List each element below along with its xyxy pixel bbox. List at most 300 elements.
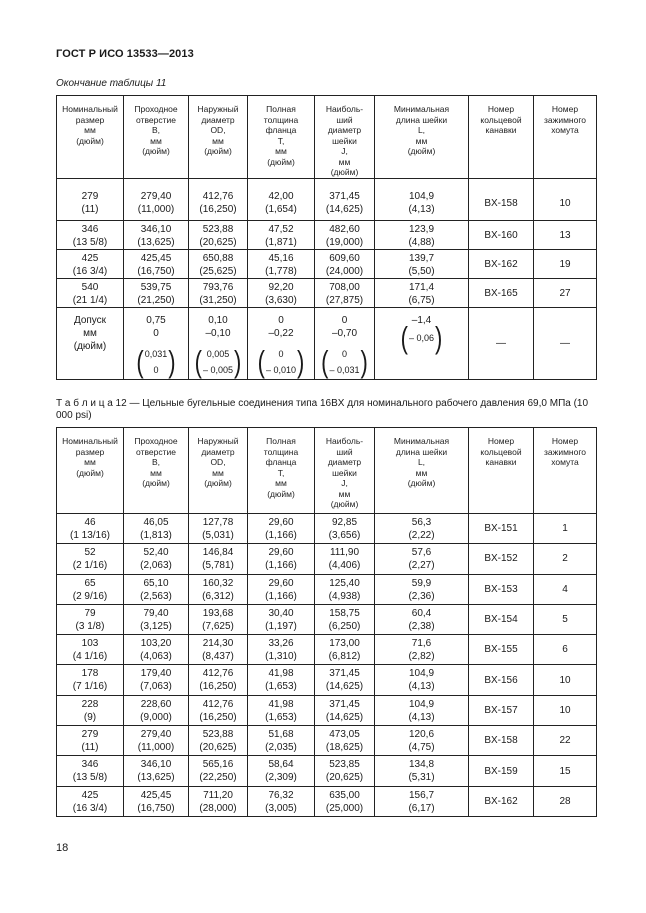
t11-cell — [189, 279, 248, 308]
table12-caption: Т а б л и ц а 12 — Цельные бугельные соединения типа 16BX для номинального рабочего давления 69,0 МПа (10 000 psi) — [56, 398, 589, 421]
t11-cell — [124, 250, 189, 279]
t12-cell — [248, 786, 315, 816]
t12-value-line: (4,75) — [408, 742, 435, 754]
t12-cell — [248, 604, 315, 634]
t12-cell — [315, 786, 375, 816]
tolerance-inch-values — [144, 346, 169, 378]
t12-value-line: (28,000) — [199, 802, 237, 814]
t12-header-line: зажимного — [544, 446, 586, 457]
table-row — [57, 665, 597, 695]
table12-header-row — [57, 428, 597, 514]
t12-groove-cell: BX-156 — [469, 665, 534, 695]
table-row — [57, 635, 597, 665]
t11-cell — [375, 250, 469, 279]
t12-header-line: ший — [336, 446, 353, 457]
t12-value-line: (4,406) — [328, 560, 361, 572]
t11-value-line: 425,45 — [140, 253, 172, 264]
t12-clamp-cell: 10 — [534, 665, 597, 695]
t12-header-line: диаметр — [201, 446, 235, 457]
t11-value-line: 123,9 — [408, 224, 435, 235]
t12-cell — [124, 544, 189, 574]
t12-header-line: размер — [75, 446, 105, 457]
t12-value-line: 146,84 — [202, 547, 234, 559]
t11-header-line: L, — [417, 125, 426, 135]
table-row — [57, 514, 597, 544]
t11-header-line: диаметр — [327, 125, 362, 135]
t12-value-line: 371,45 — [329, 698, 360, 710]
tolerance-inch-values — [202, 346, 234, 378]
t11-header-line: канавки — [485, 125, 517, 135]
t12-header-line: канавки — [485, 457, 517, 467]
t12-cell — [57, 514, 124, 544]
t12-value-line: 523,85 — [329, 759, 360, 771]
t12-cell — [375, 695, 469, 725]
t12-cell — [375, 726, 469, 756]
t12-value-line: (1,166) — [265, 530, 297, 541]
t11-header-line: размер — [75, 114, 105, 125]
tolerance-mm-lower: 0 — [153, 328, 159, 339]
t12-value-line: 76,32 — [268, 789, 294, 801]
t12-value-line: (11,000) — [137, 742, 175, 754]
tolerance-mm-lower: –0,22 — [268, 328, 294, 339]
t11-groove-cell: BX-162 — [469, 250, 534, 279]
t12-cell — [375, 756, 469, 786]
table-row — [57, 544, 597, 574]
t11-cell — [57, 179, 124, 221]
t11-header-line: Номер — [487, 104, 515, 114]
t12-value-line: 52,40 — [143, 547, 169, 559]
t12-value-line: 160,32 — [202, 577, 234, 589]
t11-header-line: Проходное — [134, 104, 178, 114]
t12-value-line: (1,653) — [265, 681, 297, 693]
t11-header-line: Наружный — [197, 104, 239, 114]
t12-groove-cell: BX-162 — [469, 786, 534, 816]
t11-clamp-cell: 10 — [534, 179, 597, 221]
tolerance-mm-upper: 0,10 — [208, 315, 228, 326]
left-paren: ( — [321, 343, 329, 379]
t11-value-line: (21 1/4) — [72, 295, 108, 306]
t12-value-line: 41,98 — [268, 668, 294, 680]
t11-header-line: мм — [150, 135, 162, 146]
t12-cell — [248, 756, 315, 786]
t12-value-line: (18,625) — [325, 742, 364, 754]
t12-value-line: (6,312) — [202, 590, 234, 602]
t12-header-cell — [189, 428, 248, 514]
t12-value-line: (7,625) — [202, 620, 234, 632]
t11-header-line: хомута — [551, 125, 579, 135]
t11-value-line: (16,250) — [199, 204, 237, 215]
t12-header-line: мм — [338, 488, 351, 499]
t12-value-line: 33,26 — [268, 638, 294, 650]
t11-header-line: (дюйм) — [407, 146, 436, 156]
t12-value-line: (3,005) — [265, 802, 297, 814]
t11-cell — [375, 279, 469, 308]
t11-header-cell — [375, 96, 469, 179]
t12-cell — [315, 756, 375, 786]
t12-header-cell — [534, 428, 597, 514]
t12-value-line: 127,78 — [202, 517, 234, 528]
t12-cell — [124, 756, 189, 786]
t11-header-cell — [57, 96, 124, 179]
t11-header-line: (дюйм) — [330, 167, 359, 177]
t12-header-line: шейки — [332, 467, 357, 478]
table-row — [57, 574, 597, 604]
right-paren: ) — [168, 343, 176, 379]
t12-value-line: (4,13) — [408, 681, 435, 693]
table-row — [57, 279, 597, 308]
t12-value-line: (14,625) — [325, 711, 364, 723]
t12-cell — [189, 514, 248, 544]
t11-header-line: Полная — [266, 104, 296, 114]
t12-cell — [189, 726, 248, 756]
t12-value-line: (14,625) — [325, 681, 364, 693]
t12-header-line: (дюйм) — [330, 499, 359, 509]
t12-value-line: (2,82) — [408, 651, 435, 663]
t11-value-line: (11,000) — [137, 204, 175, 215]
t12-value-line: 346,10 — [140, 759, 172, 771]
t11-value-line: 279,40 — [140, 191, 172, 202]
t11-value-line: 650,88 — [202, 253, 234, 264]
t12-value-line: (2,36) — [408, 590, 435, 602]
t12-header-line: T, — [277, 467, 285, 478]
t11-cell — [124, 221, 189, 250]
table-row — [57, 221, 597, 250]
t12-header-line: мм — [84, 457, 96, 467]
t11-value-line: (14,625) — [325, 204, 364, 215]
t12-header-line: L, — [417, 457, 426, 467]
t12-cell — [375, 604, 469, 634]
table-row — [57, 604, 597, 634]
t12-groove-cell: BX-151 — [469, 514, 534, 544]
t12-value-line: 46,05 — [143, 517, 169, 528]
t12-value-line: (25,000) — [325, 802, 364, 814]
t12-cell — [315, 544, 375, 574]
tolerance-mm-upper: 0 — [341, 315, 348, 326]
t11-header-line: OD, — [210, 125, 226, 135]
t11-value-line: 279 — [81, 191, 99, 202]
t12-header-line: фланца — [265, 457, 297, 467]
t12-value-line: 425,45 — [140, 789, 172, 801]
t11-value-line: (1,871) — [265, 237, 297, 248]
t12-cell — [124, 604, 189, 634]
t12-value-line: (2,309) — [265, 772, 297, 784]
t11-value-line: 45,16 — [268, 253, 294, 264]
t12-cell — [57, 635, 124, 665]
right-paren: ) — [234, 343, 242, 379]
tolerance-od-cell — [189, 308, 248, 380]
t12-value-line: (1,310) — [265, 651, 297, 663]
t11-clamp-cell: 19 — [534, 250, 597, 279]
t12-clamp-cell: 1 — [534, 514, 597, 544]
t11-cell — [57, 279, 124, 308]
left-paren: ( — [194, 343, 202, 379]
t12-value-line: 52 — [84, 547, 96, 559]
t12-value-line: (5,781) — [202, 560, 234, 572]
t12-value-line: 158,75 — [329, 607, 360, 619]
t12-clamp-cell: 4 — [534, 574, 597, 604]
t12-cell — [57, 665, 124, 695]
table-row — [57, 786, 597, 816]
t12-header-line: Полная — [266, 436, 296, 446]
t12-header-cell — [375, 428, 469, 514]
t11-header-line: T, — [277, 135, 285, 146]
t11-header-line: мм — [212, 135, 224, 146]
left-paren: ( — [136, 343, 144, 379]
tolerance-bracket — [194, 343, 242, 379]
t11-value-line: 346,10 — [140, 224, 172, 235]
t11-cell — [57, 250, 124, 279]
t12-header-line: Минимальная — [393, 436, 450, 446]
t12-value-line: 104,9 — [408, 698, 435, 710]
t12-value-line: 473,05 — [329, 729, 360, 741]
t12-header-line: мм — [212, 467, 224, 478]
t12-cell — [315, 665, 375, 695]
t12-value-line: 29,60 — [268, 517, 294, 528]
t11-header-line: диаметр — [201, 114, 235, 125]
tolerance-mm-lower: –0,70 — [331, 328, 358, 339]
t11-header-line: (дюйм) — [204, 146, 232, 156]
t12-value-line: 178 — [81, 668, 99, 680]
t12-header-line: OD, — [210, 457, 226, 467]
t12-value-line: (9,000) — [140, 711, 172, 723]
t12-cell — [315, 574, 375, 604]
tolerance-bracket — [136, 343, 176, 379]
t12-value-line: 523,88 — [202, 729, 234, 741]
t12-cell — [315, 514, 375, 544]
t12-value-line: (1 13/16) — [69, 530, 111, 541]
t11-header-line: Номер — [551, 104, 579, 114]
t11-cell — [124, 179, 189, 221]
t12-value-line: (4,063) — [140, 651, 172, 663]
t12-value-line: 79 — [84, 607, 96, 619]
t11-value-line: 540 — [81, 282, 99, 293]
t12-value-line: 228 — [81, 698, 99, 710]
t12-value-line: (9) — [83, 711, 97, 723]
tolerance-inch-value: – 0,005 — [202, 365, 234, 375]
t12-header-cell — [469, 428, 534, 514]
t12-groove-cell: BX-154 — [469, 604, 534, 634]
t12-value-line: 711,20 — [203, 789, 233, 801]
t12-cell — [375, 786, 469, 816]
t12-value-line: 214,30 — [202, 638, 234, 650]
t12-cell — [124, 635, 189, 665]
t11-value-line: 425 — [81, 253, 99, 264]
t11-value-line: 482,60 — [329, 224, 360, 235]
t12-value-line: 412,76 — [202, 668, 234, 680]
t12-value-line: 156,7 — [408, 789, 435, 801]
t12-value-line: 71,6 — [411, 638, 432, 650]
left-paren: ( — [400, 319, 408, 355]
t12-value-line: (4,13) — [408, 711, 435, 723]
t12-groove-cell: BX-158 — [469, 726, 534, 756]
t12-cell — [124, 695, 189, 725]
t12-clamp-cell: 2 — [534, 544, 597, 574]
t11-groove-cell: BX-165 — [469, 279, 534, 308]
t11-header-line: мм — [338, 156, 351, 167]
t12-value-line: 46 — [84, 517, 96, 528]
t12-cell — [248, 635, 315, 665]
tolerance-inch-values — [265, 346, 297, 378]
t11-value-line: (13 5/8) — [72, 237, 108, 248]
t12-value-line: (11) — [81, 742, 99, 754]
table11-caption: Окончание таблицы 11 — [56, 78, 167, 89]
t12-clamp-cell: 28 — [534, 786, 597, 816]
t11-groove-cell: BX-160 — [469, 221, 534, 250]
t11-value-line: 346 — [81, 224, 99, 235]
t12-cell — [124, 574, 189, 604]
tolerance-clamp-cell: — — [534, 308, 597, 380]
tolerance-inch-value: – 0,010 — [265, 365, 297, 375]
t12-value-line: (16 3/4) — [72, 802, 108, 814]
t11-cell — [124, 279, 189, 308]
t11-header-line: отверстие — [136, 114, 176, 125]
t12-value-line: (8,437) — [202, 651, 234, 663]
t12-cell — [189, 786, 248, 816]
t11-value-line: (21,250) — [137, 295, 175, 306]
t12-value-line: 29,60 — [268, 547, 294, 559]
t12-value-line: (7,063) — [140, 681, 172, 693]
t12-value-line: 59,9 — [411, 577, 432, 589]
t12-value-line: 134,8 — [408, 759, 435, 771]
t11-cell — [375, 221, 469, 250]
t12-clamp-cell: 10 — [534, 695, 597, 725]
t12-cell — [189, 604, 248, 634]
t12-value-line: (4 1/16) — [72, 651, 108, 663]
tolerance-label-line: Допуск — [73, 315, 107, 326]
t12-cell — [189, 635, 248, 665]
t11-value-line: 539,75 — [140, 282, 172, 293]
table-row — [57, 179, 597, 221]
tolerance-neck_dia-cell — [315, 308, 375, 380]
t11-header-line: ший — [336, 114, 353, 125]
t11-cell — [248, 179, 315, 221]
tolerance-mm-upper: 0,75 — [146, 315, 166, 326]
t12-value-line: (6,250) — [328, 620, 361, 632]
t11-value-line: (16 3/4) — [72, 266, 108, 277]
t11-header-cell — [469, 96, 534, 179]
t12-header-cell — [248, 428, 315, 514]
t11-value-line: (19,000) — [325, 237, 364, 248]
t12-value-line: (20,625) — [199, 742, 237, 754]
t11-value-line: 42,00 — [268, 191, 294, 202]
t12-value-line: 60,4 — [411, 607, 432, 619]
t12-header-line: (дюйм) — [204, 478, 232, 488]
t12-value-line: (2,035) — [265, 742, 297, 754]
t12-groove-cell: BX-159 — [469, 756, 534, 786]
t11-value-line: 523,88 — [202, 224, 234, 235]
t12-cell — [315, 604, 375, 634]
t11-header-line: J, — [341, 146, 348, 156]
tolerance-inch-value: 0,005 — [206, 349, 230, 359]
t12-value-line: 41,98 — [268, 698, 294, 710]
t11-cell — [189, 250, 248, 279]
t11-cell — [315, 221, 375, 250]
t12-cell — [375, 514, 469, 544]
t11-value-line: (1,778) — [265, 266, 297, 277]
t12-cell — [248, 726, 315, 756]
tolerance-mm-upper: 0 — [278, 315, 284, 326]
t12-value-line: 193,68 — [202, 607, 234, 619]
t12-value-line: (2 1/16) — [72, 560, 108, 572]
t12-header-line: Номинальный — [62, 436, 118, 446]
t12-cell — [57, 574, 124, 604]
t12-header-line: длина шейки — [395, 446, 448, 457]
t11-value-line: (31,250) — [199, 295, 237, 306]
right-paren: ) — [297, 343, 305, 379]
t12-value-line: (2,063) — [140, 560, 172, 572]
t11-value-line: (4,13) — [408, 204, 435, 215]
t12-value-line: 103,20 — [140, 638, 172, 650]
t11-value-line: 139,7 — [408, 253, 435, 264]
t12-header-line: (дюйм) — [76, 467, 104, 478]
t11-cell — [248, 221, 315, 250]
t12-value-line: (2 9/16) — [72, 590, 108, 602]
t11-header-cell — [315, 96, 375, 179]
t12-header-line: Наиболь- — [325, 436, 364, 446]
t12-clamp-cell: 6 — [534, 635, 597, 665]
table-row — [57, 695, 597, 725]
t11-cell — [248, 279, 315, 308]
t12-cell — [189, 574, 248, 604]
t12-value-line: (1,166) — [265, 560, 297, 572]
right-paren: ) — [435, 319, 443, 355]
tolerance-row — [57, 308, 597, 380]
tolerance-inch-value: – 0,031 — [329, 365, 360, 375]
t12-value-line: 104,9 — [408, 668, 435, 680]
t12-value-line: 103 — [81, 638, 99, 650]
t11-header-cell — [248, 96, 315, 179]
table-12 — [56, 427, 597, 817]
t12-value-line: (13 5/8) — [72, 772, 108, 784]
t12-value-line: (1,653) — [265, 711, 297, 723]
t12-value-line: (2,563) — [140, 590, 172, 602]
page-number: 18 — [56, 842, 69, 854]
t12-value-line: 111,90 — [329, 547, 360, 559]
t12-value-line: 565,16 — [202, 759, 234, 771]
tolerance-inch-value: 0 — [153, 365, 159, 375]
t12-cell — [248, 695, 315, 725]
t11-groove-cell: BX-158 — [469, 179, 534, 221]
t12-value-line: (5,31) — [408, 772, 435, 784]
t12-cell — [315, 726, 375, 756]
t11-value-line: 371,45 — [329, 191, 360, 202]
t12-value-line: (16,750) — [137, 802, 175, 814]
t12-value-line: (2,38) — [408, 620, 435, 632]
t12-cell — [315, 635, 375, 665]
t12-value-line: (1,166) — [265, 590, 297, 602]
t11-value-line: (11) — [81, 204, 99, 215]
t11-value-line: (13,625) — [137, 237, 175, 248]
t11-value-line: (27,875) — [325, 295, 364, 306]
t11-header-line: фланца — [265, 125, 297, 135]
t11-header-cell — [189, 96, 248, 179]
t12-cell — [189, 756, 248, 786]
t12-value-line: 412,76 — [202, 698, 234, 710]
t12-value-line: (16,250) — [199, 681, 237, 693]
t12-cell — [189, 544, 248, 574]
t11-header-line: Минимальная — [393, 104, 450, 114]
t11-value-line: (1,654) — [265, 204, 297, 215]
t12-value-line: 425 — [81, 789, 99, 801]
t12-cell — [375, 665, 469, 695]
t12-value-line: (3,656) — [328, 530, 361, 541]
t12-cell — [315, 695, 375, 725]
t12-value-line: 51,68 — [268, 729, 294, 741]
t12-cell — [248, 514, 315, 544]
t12-value-line: (6,17) — [408, 802, 435, 814]
t11-header-line: длина шейки — [395, 114, 448, 125]
t12-value-line: (7 1/16) — [72, 681, 108, 693]
